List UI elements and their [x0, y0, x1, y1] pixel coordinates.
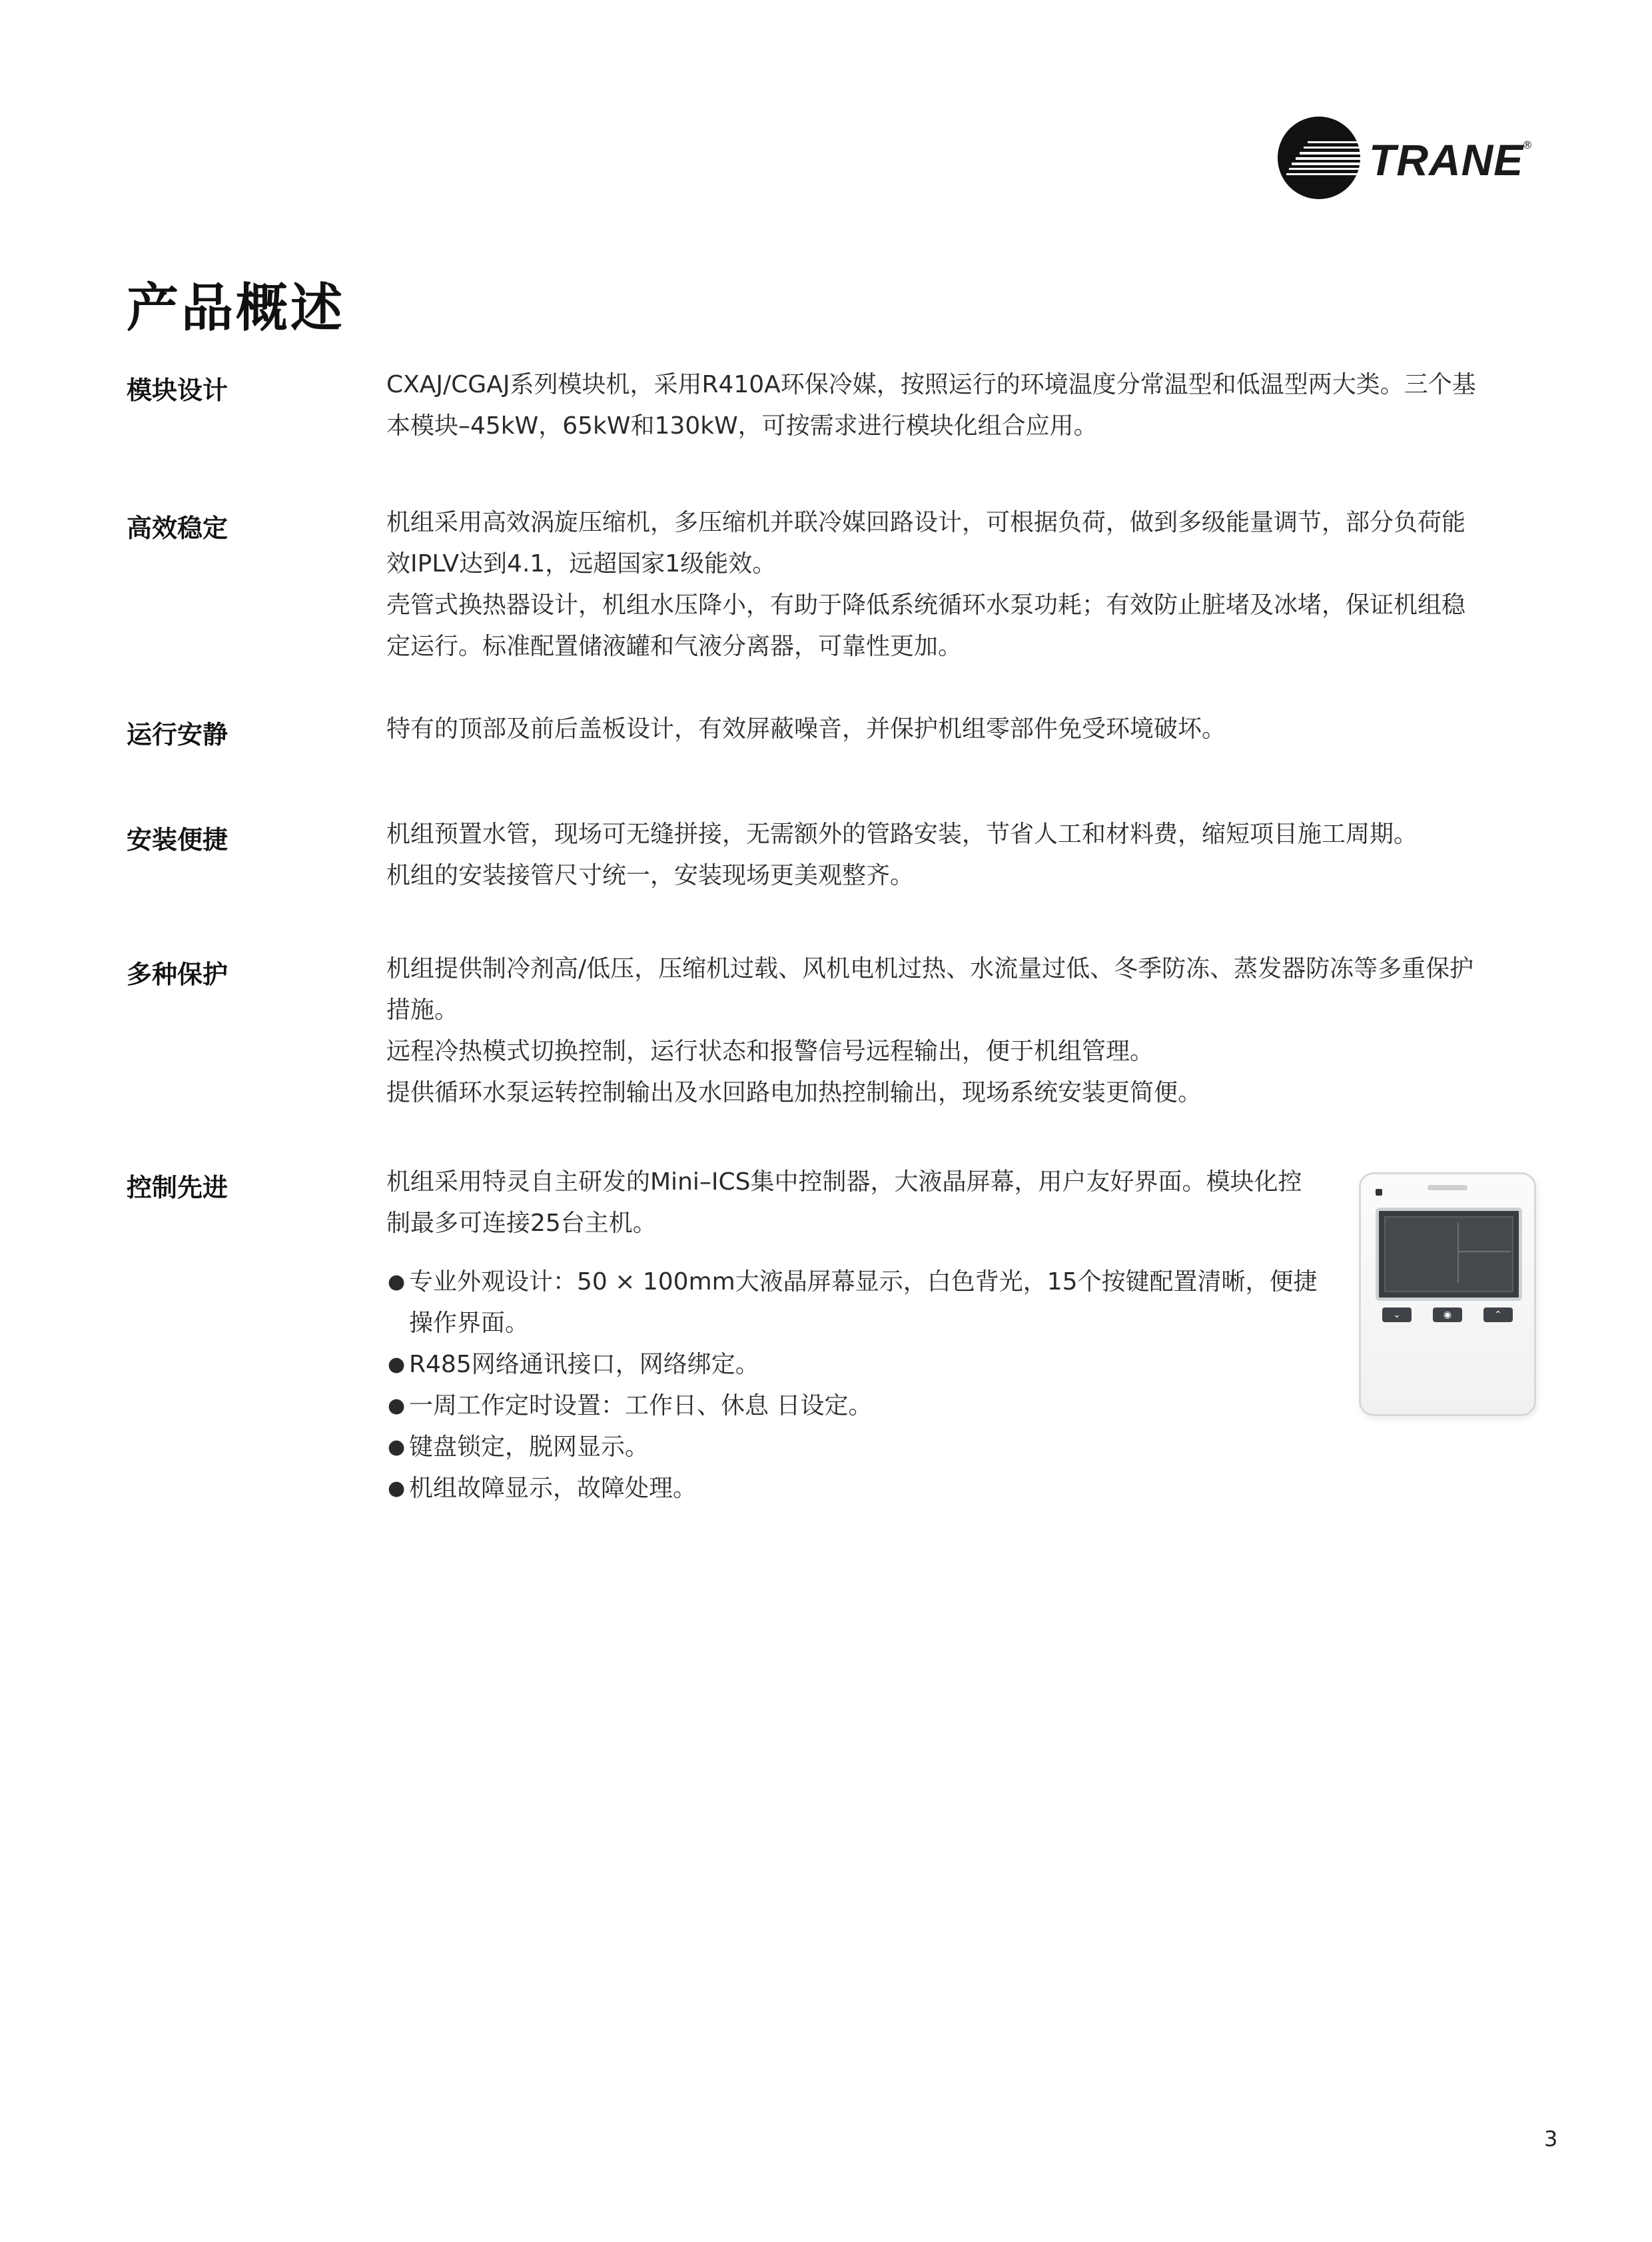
- section-body: [386, 709, 1485, 750]
- controller-ok-icon: ◉: [1433, 1308, 1462, 1322]
- list-item: ● 专业外观设计：50 × 100mm大液晶屏幕显示，白色背光，15个按键配置清晰，便捷操作界面。: [386, 1262, 1326, 1344]
- controller-image: [1359, 1172, 1536, 1416]
- indicator-led: [1376, 1189, 1382, 1196]
- trane-logo: [1276, 115, 1562, 201]
- section-heading: 控制先进: [127, 1173, 228, 1202]
- page-number: 3: [1544, 2126, 1558, 2151]
- bullet-icon: ●: [388, 1353, 406, 1376]
- paragraph: 机组提供制冷剂高/低压，压缩机过载、风机电机过热、水流量过低、冬季防冻、蒸发器防冻等多重保护措施。: [386, 955, 1474, 1024]
- controller-brand-mark: [1428, 1185, 1467, 1190]
- trane-wordmark: TRANE: [1369, 135, 1524, 185]
- controller-down-icon: ⌄: [1382, 1308, 1412, 1322]
- section-body: [386, 814, 1485, 897]
- bullet-icon: ●: [388, 1394, 406, 1417]
- bullet-icon: ●: [388, 1477, 406, 1500]
- section-heading: 多种保护: [127, 960, 228, 989]
- list-item: ● 机组故障显示，故障处理。: [386, 1468, 1326, 1509]
- paragraph: 特有的顶部及前后盖板设计，有效屏蔽噪音，并保护机组零部件免受环境破坏。: [386, 715, 1226, 743]
- bullet-icon: ●: [388, 1435, 406, 1459]
- paragraph: 机组采用高效涡旋压缩机，多压缩机并联冷媒回路设计，可根据负荷，做到多级能量调节，部分负荷能效IPLV达到4.1，远超国家1级能效。: [386, 509, 1466, 577]
- bullet-icon: ●: [388, 1270, 406, 1294]
- section-body: [386, 502, 1485, 667]
- list-item: ● R485网络通讯接口，网络绑定。: [386, 1344, 1326, 1385]
- list-item: ● 一周工作定时设置：工作日、休息 日设定。: [386, 1385, 1326, 1427]
- lcd-screen: [1376, 1208, 1522, 1301]
- section-body: [386, 1162, 1326, 1509]
- controller-up-icon: ⌃: [1483, 1308, 1513, 1322]
- page-title: 产品概述: [127, 278, 346, 338]
- registered-mark: ®: [1522, 139, 1533, 151]
- trane-globe-icon: [1276, 115, 1362, 201]
- paragraph: 机组采用特灵自主研发的Mini–ICS集中控制器，大液晶屏幕，用户友好界面。模块化控制最多可连接25台主机。: [386, 1168, 1302, 1237]
- list-item: ● 键盘锁定，脱网显示。: [386, 1427, 1326, 1468]
- section-heading: 运行安静: [127, 720, 228, 749]
- paragraph: 壳管式换热器设计，机组水压降小，有助于降低系统循环水泵功耗；有效防止脏堵及冰堵，保证机组稳定运行。标准配置储液罐和气液分离器，可靠性更加。: [386, 591, 1466, 660]
- section-heading: 模块设计: [127, 376, 228, 405]
- feature-list: [386, 1262, 1326, 1509]
- section-heading: 安装便捷: [127, 825, 228, 855]
- section-body: [386, 948, 1485, 1114]
- paragraph: 机组的安装接管尺寸统一，安装现场更美观整齐。: [386, 862, 915, 889]
- paragraph: CXAJ/CGAJ系列模块机，采用R410A环保冷媒，按照运行的环境温度分常温型和低温型两大类。三个基本模块–45kW，65kW和130kW，可按需求进行模块化组合应用。: [386, 371, 1476, 440]
- section-heading: 高效稳定: [127, 514, 228, 543]
- paragraph: 远程冷热模式切换控制，运行状态和报警信号远程输出，便于机组管理。: [386, 1038, 1154, 1065]
- paragraph: 提供循环水泵运转控制输出及水回路电加热控制输出，现场系统安装更简便。: [386, 1079, 1202, 1106]
- paragraph: 机组预置水管，现场可无缝拼接，无需额外的管路安装，节省人工和材料费，缩短项目施工周期。: [386, 821, 1418, 848]
- section-body: [386, 364, 1485, 447]
